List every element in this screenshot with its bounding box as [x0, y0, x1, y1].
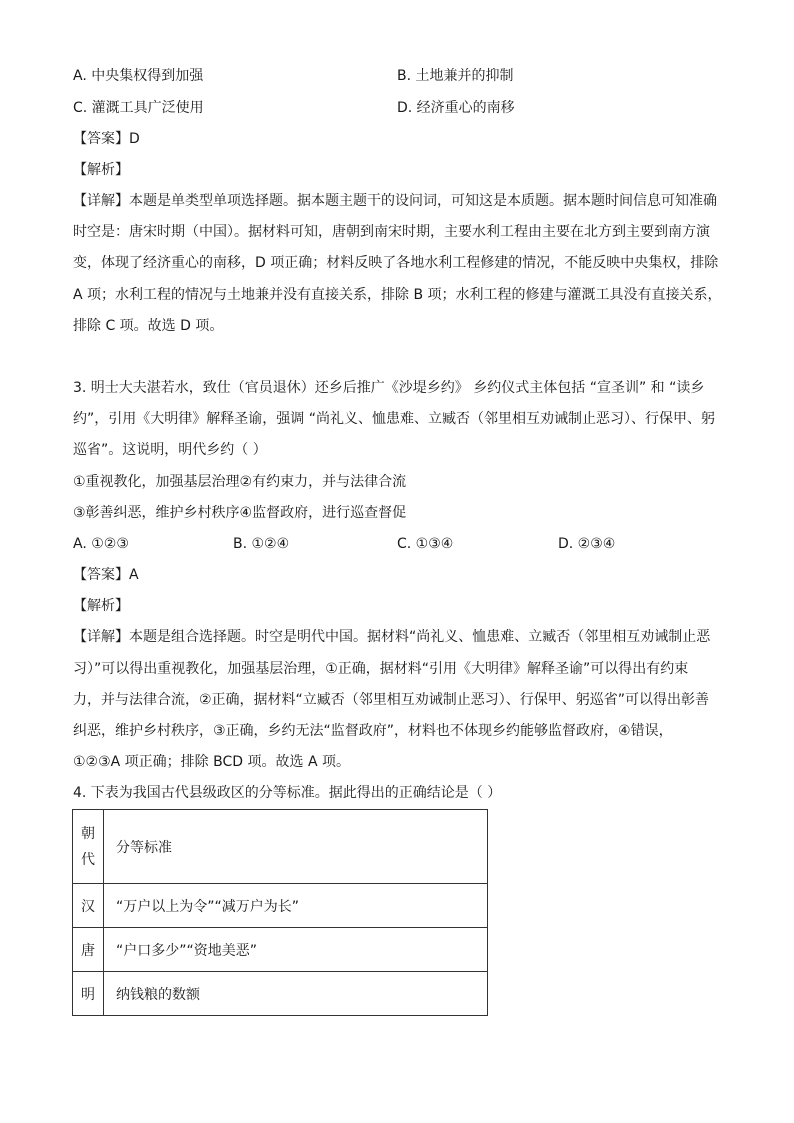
q3-stem-line: 约”，引用《大明律》解释圣谕，强调 “尚礼义、恤患难、立臧否（邻里相互劝诫制止恶习）、行保甲、躬 [73, 411, 715, 427]
standard-cell: “户口多少”“资地美恶” [104, 928, 488, 972]
table-row [73, 928, 488, 972]
table-row [73, 884, 488, 928]
dynasty-cell: 明 [73, 972, 104, 1016]
dynasty-cell: 唐 [73, 928, 104, 972]
q2-option-c: C. 灌溉工具广泛使用 [73, 100, 204, 116]
q3-analysis-label: 【解析】 [73, 598, 129, 614]
header-dynasty-cell [73, 810, 104, 884]
q4-stem: 4. 下表为我国古代县级政区的分等标准。据此得出的正确结论是（ ） [73, 785, 502, 801]
q2-detail-line: 排除 C 项。故选 D 项。 [73, 318, 224, 334]
q2-detail-line: 【详解】本题是单类型单项选择题。据本题主题干的设问词，可知这是本质题。据本题时间信息可知准确 [73, 193, 717, 209]
q3-stem-line: 巡省”。这说明，明代乡约（ ） [73, 442, 267, 458]
header-standard-cell: 分等标准 [104, 810, 488, 884]
q3-detail-line: 【详解】本题是组合选择题。时空是明代中国。据材料“尚礼义、恤患难、立臧否（邻里相互劝诫制止恶 [73, 629, 711, 645]
q3-detail-line: 习）”可以得出重视教化，加强基层治理，①正确，据材料“引用《大明律》解释圣谕”可以得出有约束 [73, 661, 689, 677]
q3-option-b: B. ①②④ [233, 536, 290, 552]
table-row [73, 972, 488, 1016]
q3-detail-line: 力，并与法律合流，②正确，据材料“立臧否（邻里相互劝诫制止恶习）、行保甲、躬巡省”可以得出彰善 [73, 692, 710, 708]
q2-detail-line: 变，体现了经济重心的南移，D 项正确；材料反映了各地水利工程修建的情况，不能反映中央集权，排除 [73, 255, 719, 271]
county-grading-table [72, 809, 488, 1016]
q3-statement-line: ①重视教化，加强基层治理②有约束力，并与法律合流 [73, 474, 407, 490]
q2-answer: 【答案】D [73, 131, 140, 147]
q3-option-d: D. ②③④ [558, 536, 616, 552]
q2-detail-line: 时空是：唐宋时期（中国）。据材料可知，唐朝到南宋时期，主要水利工程由主要在北方到主要到南方演 [73, 224, 710, 240]
standard-cell: “万户以上为令”“减万户为长” [104, 884, 488, 928]
q2-option-b: B. 土地兼并的抑制 [397, 68, 514, 84]
q2-option-d: D. 经济重心的南移 [397, 100, 515, 116]
q3-option-c: C. ①③④ [397, 536, 454, 552]
table-header-row [73, 810, 488, 884]
standard-cell: 纳钱粮的数额 [104, 972, 488, 1016]
q3-stem-line: 3. 明士大夫湛若水，致仕（官员退休）还乡后推广《沙堤乡约》 乡约仪式主体包括 “宣圣训” 和 “读乡 [73, 380, 705, 396]
dynasty-cell: 汉 [73, 884, 104, 928]
q3-option-a: A. ①②③ [73, 536, 129, 552]
q3-statement-line: ③彰善纠恶，维护乡村秩序④监督政府，进行巡查督促 [73, 505, 407, 521]
q3-answer: 【答案】A [73, 567, 139, 583]
q2-option-a: A. 中央集权得到加强 [73, 68, 204, 84]
header-dynasty-label: 朝代 [81, 825, 95, 868]
q3-detail-line: ①②③A 项正确；排除 BCD 项。故选 A 项。 [73, 754, 350, 770]
q2-detail-line: A 项；水利工程的情况与土地兼并没有直接关系，排除 B 项；水利工程的修建与灌溉工具没有直接关系， [73, 287, 722, 303]
q3-detail-line: 纠恶，维护乡村秩序，③正确，乡约无法“监督政府”，材料也不体现乡约能够监督政府，④错误， [73, 723, 673, 739]
q2-analysis-label: 【解析】 [73, 162, 129, 178]
